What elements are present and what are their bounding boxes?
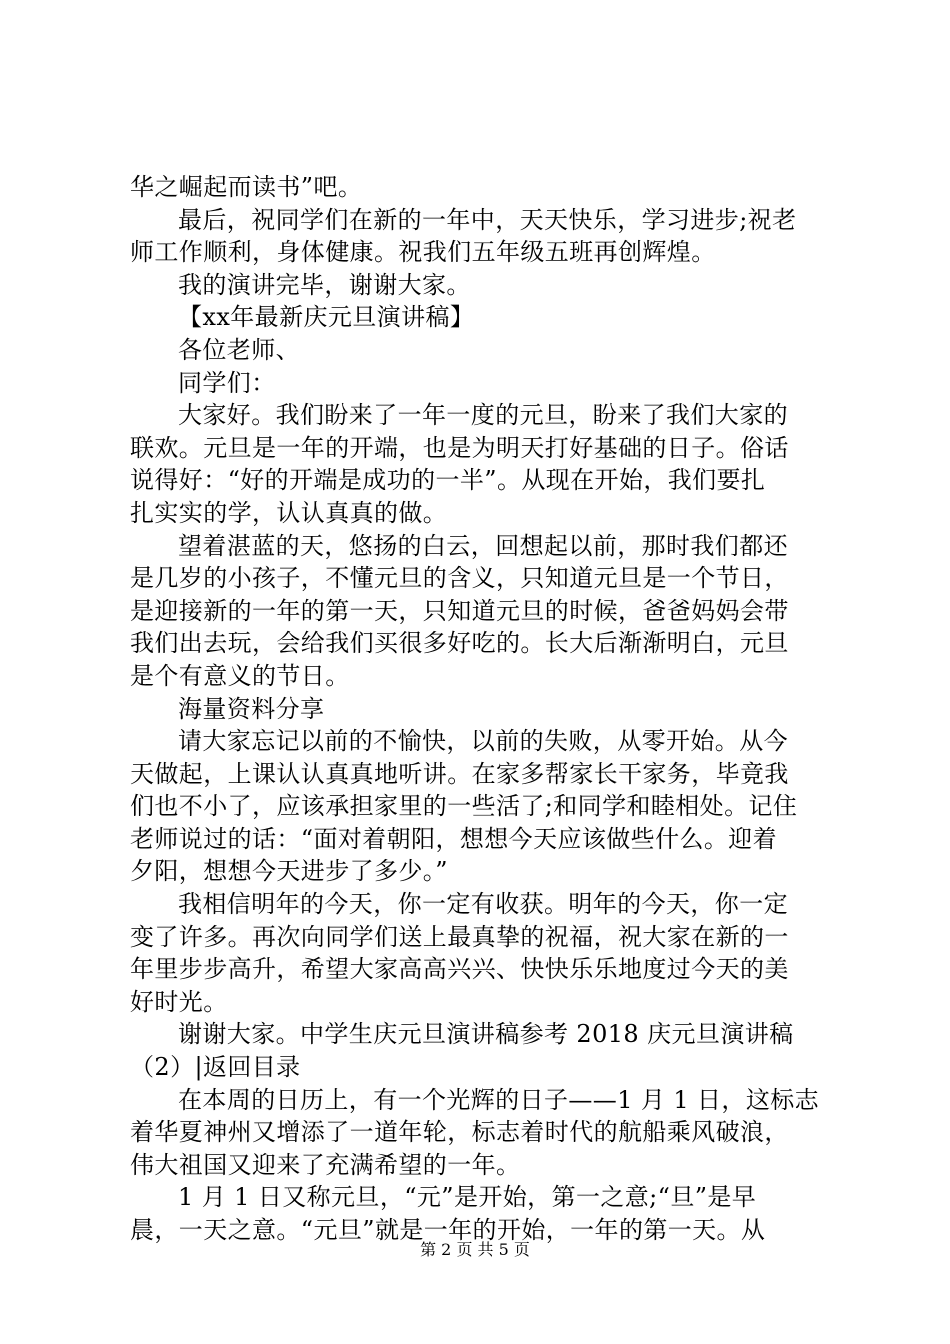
text-line: 我相信明年的今天，你一定有收获。明年的今天，你一定 bbox=[178, 890, 788, 919]
text-line: 夕阳，想想今天进步了多少。” bbox=[130, 857, 448, 886]
text-line: 华之崛起而读书”吧。 bbox=[130, 173, 363, 201]
text-line: 最后，祝同学们在新的一年中，天天快乐，学习进步;祝老 bbox=[178, 205, 797, 234]
text-line: 海量资料分享 bbox=[178, 694, 325, 723]
page-number-footer: 第 2 页 共 5 页 bbox=[420, 1240, 530, 1259]
text-line: 各位老师、 bbox=[178, 335, 300, 364]
text-line: 联欢。元旦是一年的开端，也是为明天打好基础的日子。俗话 bbox=[130, 433, 789, 462]
text-line: 望着湛蓝的天，悠扬的白云，回想起以前，那时我们都还 bbox=[178, 531, 788, 560]
text-line: 请大家忘记以前的不愉快，以前的失败，从零开始。从今 bbox=[178, 727, 788, 756]
text-line: 晨，一天之意。“元旦”就是一年的开始，一年的第一天。从 bbox=[130, 1216, 766, 1244]
document-body bbox=[130, 171, 830, 1247]
text-line: 大家好。我们盼来了一年一度的元旦，盼来了我们大家的 bbox=[178, 401, 788, 430]
text-line: 伟大祖国又迎来了充满希望的一年。 bbox=[130, 1150, 521, 1179]
text-line: （2）|返回目录 bbox=[130, 1053, 301, 1082]
text-line: 着华夏神州又增添了一道年轮，标志着时代的航船乘风破浪， bbox=[130, 1118, 789, 1147]
text-line: 扎实实的学，认认真真的做。 bbox=[130, 498, 448, 527]
text-line: 同学们： bbox=[178, 368, 276, 397]
text-line: 老师说过的话：“面对着朝阳，想想今天应该做些什么。迎着 bbox=[130, 824, 778, 853]
text-line: 好时光。 bbox=[130, 987, 228, 1016]
text-line: 1 月 1 日又称元旦，“元”是开始，第一之意;“旦”是早 bbox=[178, 1183, 757, 1212]
text-line: 是个有意义的节日。 bbox=[130, 661, 350, 690]
text-line: 师工作顺利，身体健康。祝我们五年级五班再创辉煌。 bbox=[130, 238, 716, 267]
text-line: 变了许多。再次向同学们送上最真挚的祝福，祝大家在新的一 bbox=[130, 922, 789, 951]
text-line: 谢谢大家。中学生庆元旦演讲稿参考 2018 庆元旦演讲稿 bbox=[178, 1020, 794, 1049]
text-line: 在本周的日历上，有一个光辉的日子——1 月 1 日，这标志 bbox=[178, 1085, 820, 1114]
text-line: 们也不小了，应该承担家里的一些活了;和同学和睦相处。记住 bbox=[130, 792, 798, 821]
text-line: 是迎接新的一年的第一天，只知道元旦的时候，爸爸妈妈会带 bbox=[130, 596, 789, 625]
text-line: 年里步步高升，希望大家高高兴兴、快快乐乐地度过今天的美 bbox=[130, 955, 789, 984]
text-line: 【xx年最新庆元旦演讲稿】 bbox=[178, 303, 475, 332]
text-line: 天做起，上课认认真真地听讲。在家多帮家长干家务，毕竟我 bbox=[130, 759, 789, 788]
text-line: 我的演讲完毕，谢谢大家。 bbox=[178, 270, 471, 299]
text-line: 是几岁的小孩子，不懂元旦的含义，只知道元旦是一个节日， bbox=[130, 564, 789, 593]
text-line: 我们出去玩，会给我们买很多好吃的。长大后渐渐明白，元旦 bbox=[130, 629, 789, 658]
text-line: 说得好：“好的开端是成功的一半”。从现在开始，我们要扎 bbox=[130, 466, 766, 495]
